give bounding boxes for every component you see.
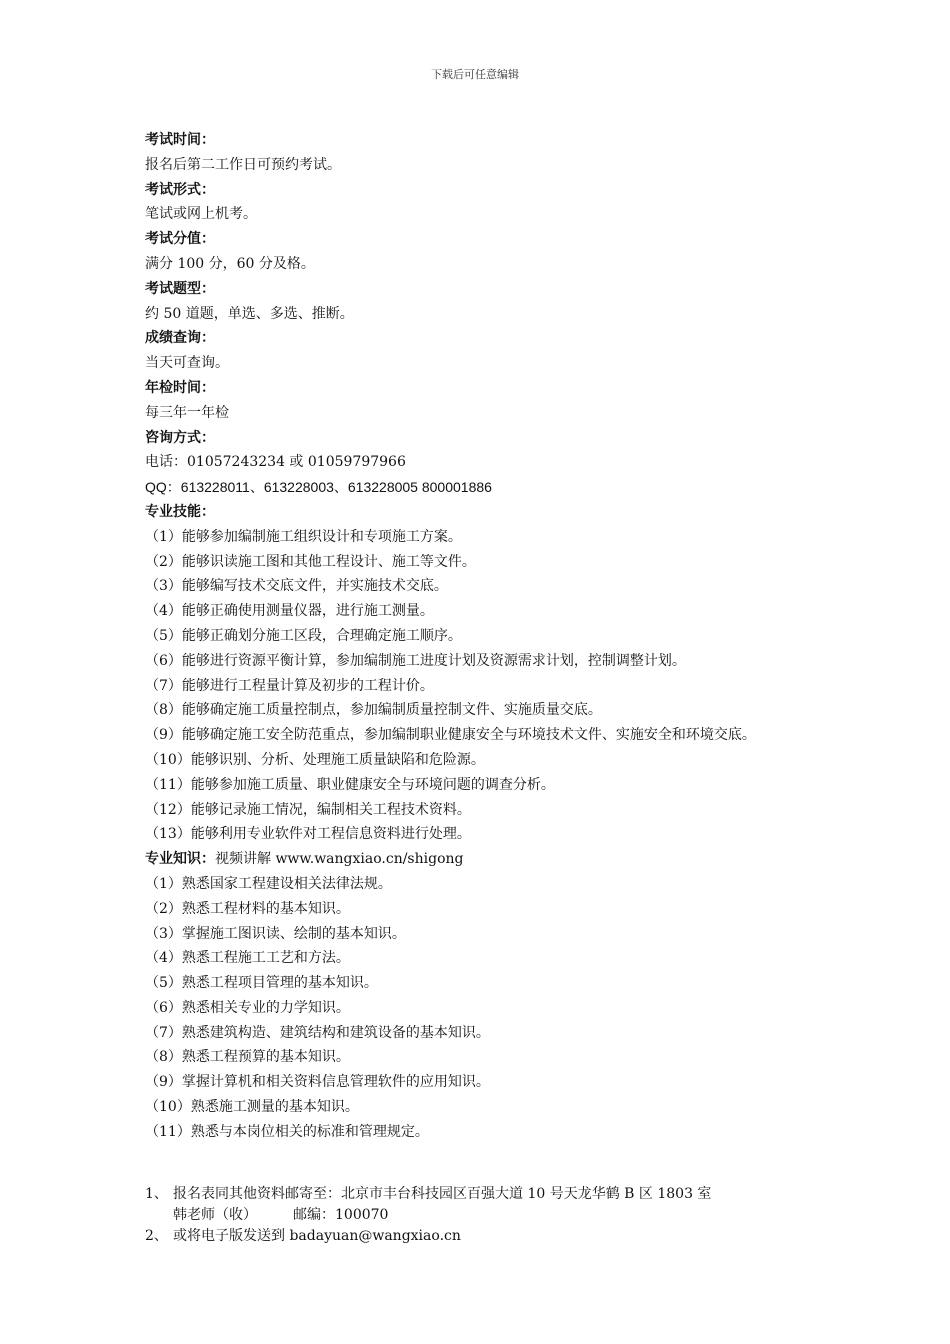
item-number: 1、 — [145, 1186, 168, 1202]
list-item: （4）熟悉工程施工工艺和方法。 — [145, 950, 350, 967]
section-label: 年检时间： — [145, 379, 215, 396]
list-item: （10）能够识别、分析、处理施工质量缺陷和危险源。 — [145, 751, 485, 768]
section-text: 报名后第二工作日可预约考试。 — [145, 156, 341, 173]
knowledge-label: 专业知识： — [145, 851, 215, 868]
section-text: 满分 100 分，60 分及格。 — [145, 255, 315, 272]
list-item: （8）能够确定施工质量控制点，参加编制质量控制文件、实施质量交底。 — [145, 702, 602, 719]
list-item: （1）熟悉国家工程建设相关法律法规。 — [145, 875, 392, 892]
section-label: 考试形式： — [145, 181, 215, 198]
section-label: 考试时间： — [145, 132, 215, 148]
list-item: （7）熟悉建筑构造、建筑结构和建筑设备的基本知识。 — [145, 1024, 490, 1041]
list-item: （6）熟悉相关专业的力学知识。 — [145, 999, 350, 1016]
list-item: （8）熟悉工程预算的基本知识。 — [145, 1049, 350, 1066]
page-header: 下载后可任意编辑 — [431, 68, 519, 81]
list-item: （1）能够参加编制施工组织设计和专项施工方案。 — [145, 528, 462, 545]
list-item: （9）掌握计算机和相关资料信息管理软件的应用知识。 — [145, 1074, 490, 1091]
section-annual-check — [145, 376, 825, 426]
contact-qq: QQ：613228011、613228003、613228005 800001886 — [145, 479, 492, 496]
list-item: （11）能够参加施工质量、职业健康安全与环境问题的调查分析。 — [145, 776, 555, 793]
recipient: 韩老师（收） — [173, 1207, 257, 1223]
list-item: （4）能够正确使用测量仪器，进行施工测量。 — [145, 603, 434, 620]
list-item: （3）掌握施工图识读、绘制的基本知识。 — [145, 925, 406, 942]
list-item: （11）熟悉与本岗位相关的标准和管理规定。 — [145, 1123, 429, 1140]
list-item: （2）能够识读施工图和其他工程设计、施工等文件。 — [145, 553, 476, 570]
knowledge-video-link[interactable]: 视频讲解 www.wangxiao.cn/shigong — [215, 851, 464, 868]
section-label: 考试题型： — [145, 280, 215, 297]
section-text: 每三年一年检 — [145, 404, 229, 421]
contact-label: 咨询方式： — [145, 429, 215, 446]
section-result-query — [145, 326, 825, 376]
contact-phone: 电话：01057243234 或 01059797966 — [145, 454, 406, 471]
section-skills — [145, 500, 825, 847]
list-item: （13）能够利用专业软件对工程信息资料进行处理。 — [145, 826, 471, 843]
document-body — [145, 128, 825, 1145]
email-instruction[interactable]: 或将电子版发送到 badayuan@wangxiao.cn — [173, 1228, 461, 1244]
postcode: 邮编：100070 — [293, 1207, 389, 1223]
section-text: 笔试或网上机考。 — [145, 206, 257, 223]
section-text: 当天可查询。 — [145, 355, 229, 372]
section-exam-format — [145, 178, 825, 228]
section-text: 约 50 道题，单选、多选、推断。 — [145, 305, 354, 322]
section-label: 成绩查询： — [145, 330, 215, 347]
list-item: （3）能够编写技术交底文件，并实施技术交底。 — [145, 578, 448, 595]
list-item: （7）能够进行工程量计算及初步的工程计价。 — [145, 677, 434, 694]
section-knowledge — [145, 847, 825, 1145]
list-item: （2）熟悉工程材料的基本知识。 — [145, 900, 350, 917]
list-item: （5）熟悉工程项目管理的基本知识。 — [145, 975, 378, 992]
list-item: （10）熟悉施工测量的基本知识。 — [145, 1099, 359, 1116]
section-exam-type — [145, 277, 825, 327]
section-contact — [145, 426, 825, 500]
list-item: （12）能够记录施工情况，编制相关工程技术资料。 — [145, 801, 471, 818]
list-item: （9）能够确定施工安全防范重点，参加编制职业健康安全与环境技术文件、实施安全和环境交底。 — [145, 727, 756, 744]
item-number: 2、 — [145, 1228, 168, 1244]
list-item — [145, 1226, 845, 1247]
section-label: 考试分值： — [145, 231, 215, 248]
section-exam-time — [145, 128, 825, 178]
section-exam-score — [145, 227, 825, 277]
recipient-line — [145, 1205, 845, 1226]
mailing-instructions — [145, 1184, 845, 1247]
mailing-address: 报名表同其他资料邮寄至：北京市丰台科技园区百强大道 10 号天龙华鹤 B 区 1803 室 — [173, 1186, 712, 1202]
list-item — [145, 1184, 845, 1205]
skills-label: 专业技能： — [145, 503, 215, 520]
list-item: （6）能够进行资源平衡计算，参加编制施工进度计划及资源需求计划，控制调整计划。 — [145, 652, 686, 669]
list-item: （5）能够正确划分施工区段，合理确定施工顺序。 — [145, 627, 462, 644]
